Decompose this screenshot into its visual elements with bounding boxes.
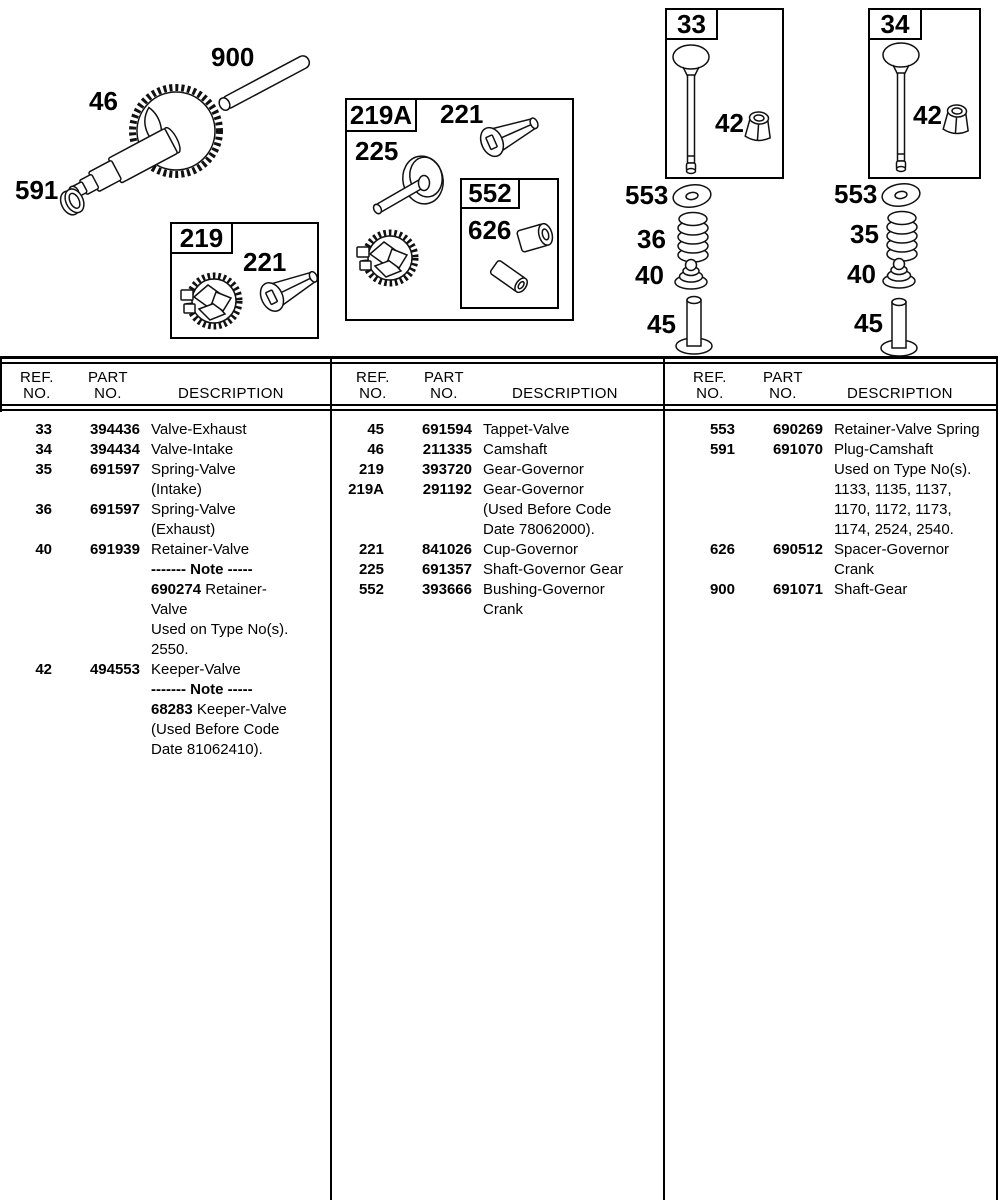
- ref-no-cell: 46: [367, 441, 384, 458]
- description-header: DESCRIPTION: [512, 385, 618, 402]
- callout-46: 46: [89, 86, 118, 116]
- table-row: [685, 440, 997, 540]
- ref-no-header: REF. NO.: [693, 369, 727, 402]
- group-box-34-label: [868, 8, 922, 40]
- ref-no-cell: 35: [35, 461, 52, 478]
- tappet-valve-illustration: [881, 299, 917, 357]
- part-no-cell: 691594: [421, 421, 472, 438]
- retainer-valve-illustration: [675, 260, 707, 290]
- group-box-552-label: [460, 178, 520, 209]
- table-top-rule-inner: [0, 362, 998, 364]
- part-no-cell: 841026: [421, 541, 472, 558]
- description-cell: Cup-Governor: [483, 541, 579, 558]
- ref-no-cell: 219A: [348, 481, 384, 498]
- ref-no-cell: 42: [35, 661, 52, 678]
- part-no-cell: 393666: [421, 581, 472, 598]
- part-no-header: PART NO.: [88, 369, 128, 402]
- retainer-valve-spring-illustration: [672, 182, 713, 209]
- parts-column-3: [685, 420, 997, 600]
- description-cell: Spacer-Governor Crank: [834, 541, 950, 578]
- ref-no-cell: 33: [35, 421, 52, 438]
- part-no-cell: 394436: [89, 421, 140, 438]
- callout-33: 33: [677, 8, 706, 39]
- description-cell: Gear-Governor: [483, 461, 584, 478]
- callout-591: 591: [15, 175, 59, 205]
- table-row: [685, 580, 997, 600]
- callout-626: 626: [468, 215, 512, 245]
- description-cell: Valve-Intake: [151, 441, 234, 458]
- group-box-219a-label: [345, 98, 417, 132]
- description-cell: Plug-Camshaft Used on Type No(s). 1133, 1135, 1137, 1170, 1172, 1173, 1174, 2524, 2540.: [834, 441, 972, 538]
- callout-225: 225: [355, 136, 399, 166]
- table-row: [2, 460, 314, 500]
- ref-no-cell: 626: [709, 541, 735, 558]
- table-row: [334, 560, 646, 580]
- ref-no-cell: 34: [35, 441, 52, 458]
- table-top-rule: [0, 356, 998, 359]
- table-row: [2, 500, 314, 540]
- table-row: [685, 420, 997, 440]
- header-bottom-rule-inner: [0, 409, 998, 411]
- callout-553: 553: [625, 180, 669, 210]
- column-divider: [330, 356, 332, 1200]
- table-row: [334, 440, 646, 460]
- ref-no-cell: 221: [358, 541, 384, 558]
- table-header: [2, 368, 330, 408]
- description-cell: Camshaft: [483, 441, 548, 458]
- callout-219: 219: [179, 222, 224, 253]
- retainer-valve-illustration: [883, 259, 915, 289]
- ref-no-cell: 36: [35, 501, 52, 518]
- description-cell: Shaft-Governor Gear: [483, 561, 624, 578]
- callout-40: 40: [635, 260, 664, 290]
- table-row: [685, 540, 997, 580]
- callout-900: 900: [211, 42, 255, 72]
- table-row: [2, 440, 314, 460]
- table-row: [2, 540, 314, 660]
- callout-36: 36: [637, 224, 666, 254]
- description-cell: Valve-Exhaust: [151, 421, 247, 438]
- part-no-cell: 691070: [772, 441, 823, 458]
- description-cell: Tappet-Valve: [483, 421, 570, 438]
- callout-42: 42: [913, 100, 942, 130]
- group-box-219-label: [170, 222, 233, 254]
- description-cell: Retainer-Valve Spring: [834, 421, 980, 438]
- part-no-cell: 393720: [421, 461, 472, 478]
- ref-no-cell: 552: [358, 581, 384, 598]
- description-cell: Retainer-Valve ------- Note ----- 690274 Retainer- Valve Used on Type No(s). 2550.: [151, 541, 289, 658]
- description-header: DESCRIPTION: [847, 385, 953, 402]
- callout-34: 34: [880, 8, 910, 39]
- description-header: DESCRIPTION: [178, 385, 284, 402]
- callout-553: 553: [834, 179, 878, 209]
- callout-40: 40: [847, 259, 876, 289]
- part-no-cell: 691357: [421, 561, 472, 578]
- callout-552: 552: [468, 178, 512, 208]
- description-cell: Spring-Valve (Intake): [151, 461, 236, 498]
- part-no-cell: 691939: [89, 541, 140, 558]
- part-no-header: PART NO.: [424, 369, 464, 402]
- ref-no-header: REF. NO.: [356, 369, 390, 402]
- callout-221: 221: [440, 99, 484, 129]
- group-box-33-label: [665, 8, 718, 40]
- table-row: [2, 660, 314, 760]
- ref-no-cell: 553: [709, 421, 735, 438]
- part-no-cell: 690269: [772, 421, 823, 438]
- tappet-valve-illustration: [676, 297, 712, 355]
- part-no-cell: 291192: [422, 481, 472, 498]
- part-no-cell: 690512: [772, 541, 823, 558]
- ref-no-cell: 40: [35, 541, 52, 558]
- table-row: [334, 480, 646, 540]
- callout-45: 45: [854, 308, 883, 338]
- callout-221: 221: [243, 247, 287, 277]
- callout-35: 35: [850, 219, 879, 249]
- description-cell: Gear-Governor (Used Before Code Date 78062000).: [483, 481, 612, 538]
- table-row: [334, 580, 646, 620]
- description-cell: Bushing-Governor Crank: [483, 581, 605, 618]
- description-cell: Shaft-Gear: [834, 581, 908, 598]
- table-row: [334, 460, 646, 480]
- ref-no-header: REF. NO.: [20, 369, 54, 402]
- camshaft-illustration: [64, 84, 223, 207]
- ref-no-cell: 900: [709, 581, 735, 598]
- ref-no-cell: 591: [709, 441, 735, 458]
- callout-42: 42: [715, 108, 744, 138]
- part-no-header: PART NO.: [763, 369, 803, 402]
- table-row: [334, 540, 646, 560]
- table-row: [2, 420, 314, 440]
- table-header: [334, 368, 662, 408]
- callout-219a: 219A: [349, 99, 413, 130]
- column-divider: [663, 356, 665, 1200]
- ref-no-cell: 225: [358, 561, 384, 578]
- parts-column-2: [334, 420, 646, 620]
- spring-valve-exhaust-illustration: [678, 213, 708, 263]
- description-cell: Spring-Valve (Exhaust): [151, 501, 236, 538]
- ref-no-cell: 219: [358, 461, 384, 478]
- part-no-cell: 691071: [772, 581, 823, 598]
- table-row: [334, 420, 646, 440]
- part-no-cell: 494553: [89, 661, 140, 678]
- part-no-cell: 691597: [89, 461, 140, 478]
- spring-valve-intake-illustration: [887, 212, 917, 262]
- table-header: [667, 368, 995, 408]
- retainer-valve-spring-illustration: [881, 181, 922, 208]
- parts-column-1: [2, 420, 314, 760]
- callout-45: 45: [647, 309, 676, 339]
- ref-no-cell: 45: [367, 421, 384, 438]
- part-no-cell: 211335: [422, 441, 472, 458]
- part-no-cell: 691597: [89, 501, 140, 518]
- part-no-cell: 394434: [89, 441, 140, 458]
- description-cell: Keeper-Valve ------- Note ----- 68283 Keeper-Valve (Used Before Code Date 81062410).: [151, 661, 287, 758]
